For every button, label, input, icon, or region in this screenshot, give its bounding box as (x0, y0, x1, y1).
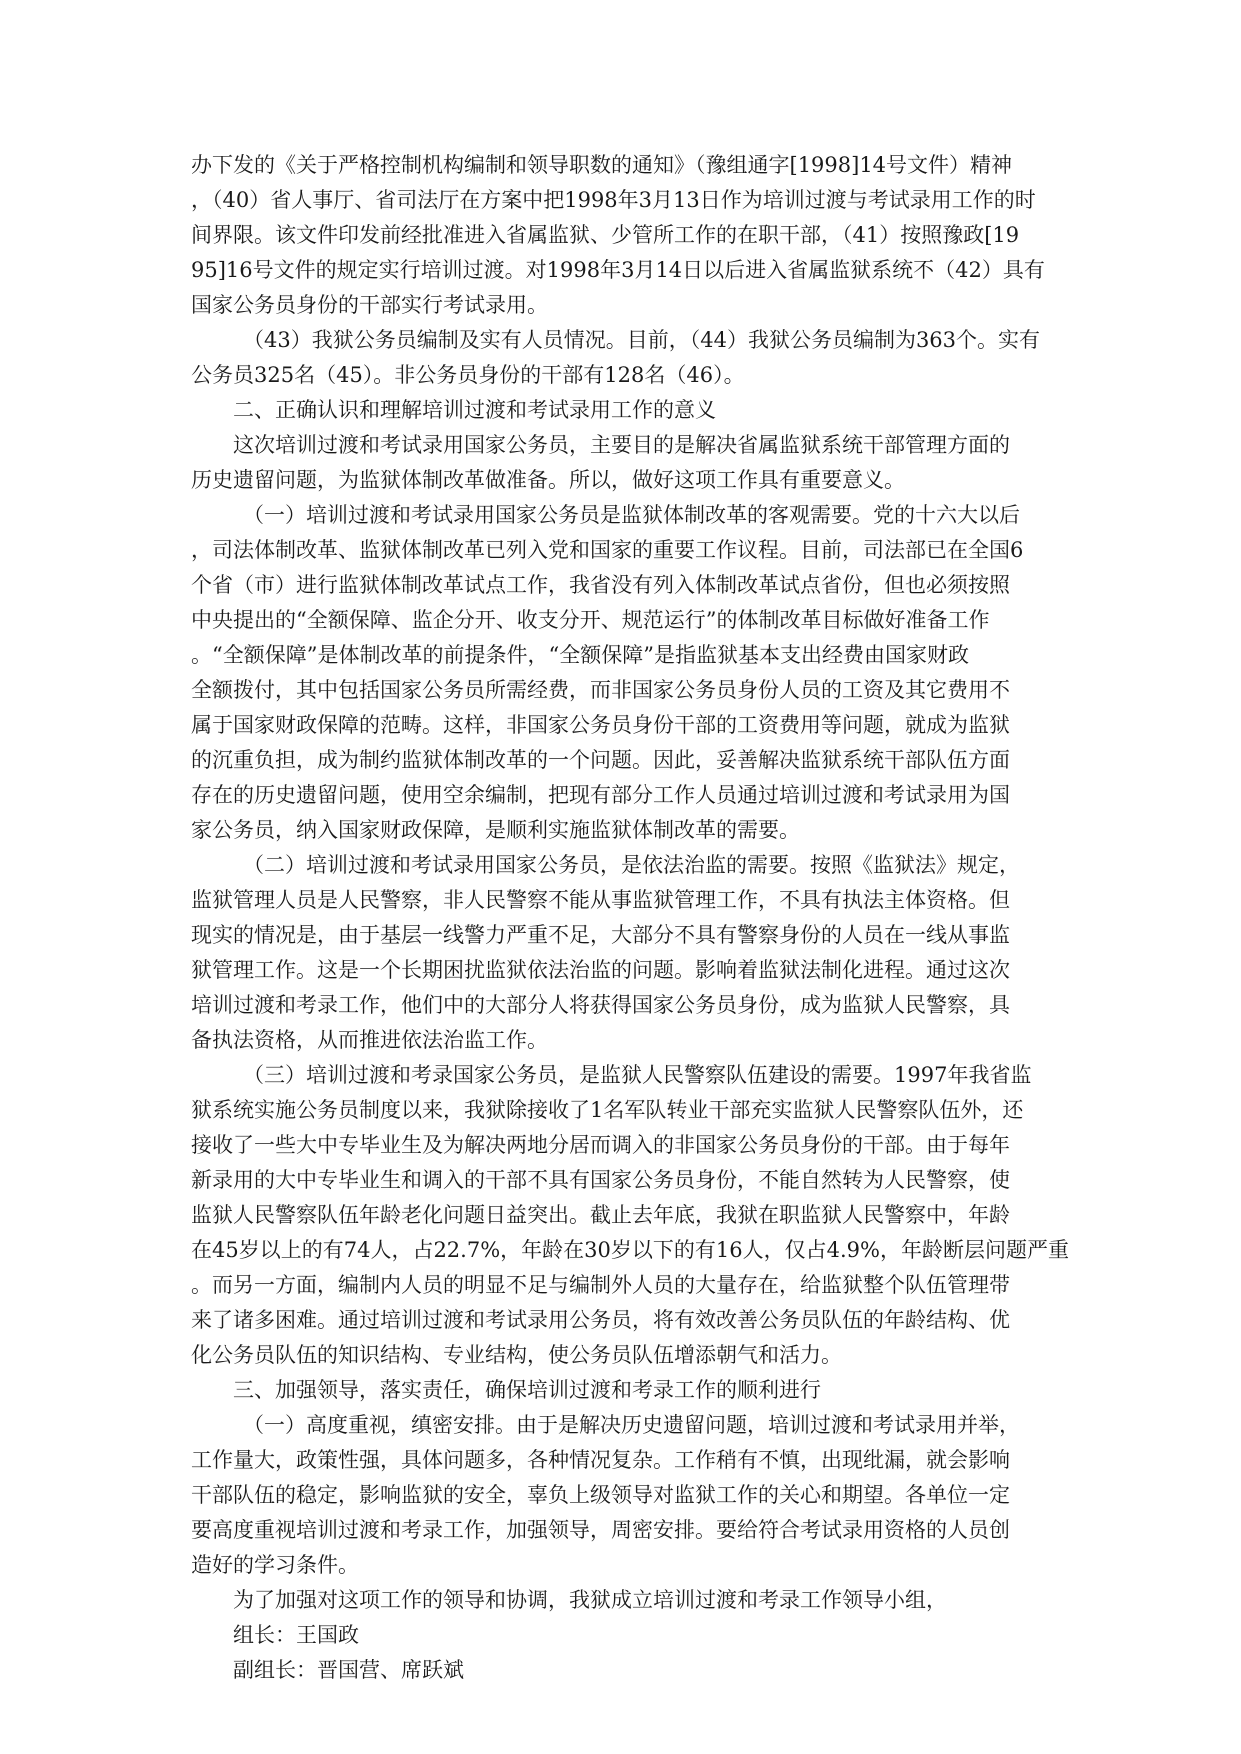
text-line: 二、正确认识和理解培训过渡和考试录用工作的意义 (233, 398, 716, 422)
text-line: 在45岁以上的有74人，占22.7%，年龄在30岁以下的有16人，仅占4.9%，年龄断层问题严重 (191, 1238, 1069, 1262)
text-line: 属于国家财政保障的范畴。这样，非国家公务员身份干部的工资费用等问题，就成为监狱 (191, 713, 1010, 737)
text-line: 新录用的大中专毕业生和调入的干部不具有国家公务员身份，不能自然转为人民警察，使 (191, 1168, 1010, 1192)
text-line: 副组长：晋国营、席跃斌 (233, 1658, 464, 1682)
text-line: 国家公务员身份的干部实行考试录用。 (191, 293, 548, 317)
text-line: 。而另一方面，编制内人员的明显不足与编制外人员的大量存在，给监狱整个队伍管理带 (191, 1273, 1010, 1297)
text-line: 全额拨付，其中包括国家公务员所需经费，而非国家公务员身份人员的工资及其它费用不 (191, 678, 1010, 702)
document-body (191, 148, 1069, 1688)
text-line: （一）培训过渡和考试录用国家公务员是监狱体制改革的客观需要。党的十六大以后 (243, 503, 1020, 527)
text-line: 化公务员队伍的知识结构、专业结构，使公务员队伍增添朝气和活力。 (191, 1343, 842, 1367)
text-line: 公务员325名（45）。非公务员身份的干部有128名（46）。 (191, 363, 745, 387)
text-line: （三）培训过渡和考录国家公务员，是监狱人民警察队伍建设的需要。1997年我省监 (243, 1063, 1032, 1087)
text-line: 监狱人民警察队伍年龄老化问题日益突出。截止去年底，我狱在职监狱人民警察中，年龄 (191, 1203, 1010, 1227)
text-line: 为了加强对这项工作的领导和协调，我狱成立培训过渡和考录工作领导小组， (233, 1588, 947, 1612)
text-line: 的沉重负担，成为制约监狱体制改革的一个问题。因此，妥善解决监狱系统干部队伍方面 (191, 748, 1010, 772)
text-line: 备执法资格，从而推进依法治监工作。 (191, 1028, 548, 1052)
text-line: 。“全额保障”是体制改革的前提条件，“全额保障”是指监狱基本支出经费由国家财政 (191, 643, 969, 667)
text-line: 家公务员，纳入国家财政保障，是顺利实施监狱体制改革的需要。 (191, 818, 800, 842)
text-line: 个省（市）进行监狱体制改革试点工作，我省没有列入体制改革试点省份，但也必须按照 (191, 573, 1010, 597)
text-line: 现实的情况是，由于基层一线警力严重不足，大部分不具有警察身份的人员在一线从事监 (191, 923, 1010, 947)
text-line: 办下发的《关于严格控制机构编制和领导职数的通知》（豫组通字[1998]14号文件）精神 (191, 153, 1013, 177)
text-line: 历史遗留问题，为监狱体制改革做准备。所以，做好这项工作具有重要意义。 (191, 468, 905, 492)
text-line: 监狱管理人员是人民警察，非人民警察不能从事监狱管理工作，不具有执法主体资格。但 (191, 888, 1010, 912)
text-line: （43）我狱公务员编制及实有人员情况。目前，（44）我狱公务员编制为363个。实有 (243, 328, 1041, 352)
text-line: 培训过渡和考录工作，他们中的大部分人将获得国家公务员身份，成为监狱人民警察，具 (191, 993, 1010, 1017)
text-line: 中央提出的“全额保障、监企分开、收支分开、规范运行”的体制改革目标做好准备工作 (191, 608, 990, 632)
text-line: ，司法体制改革、监狱体制改革已列入党和国家的重要工作议程。目前，司法部已在全国6 (191, 538, 1024, 562)
text-line: 接收了一些大中专毕业生及为解决两地分居而调入的非国家公务员身份的干部。由于每年 (191, 1133, 1010, 1157)
text-line: 三、加强领导，落实责任，确保培训过渡和考录工作的顺利进行 (233, 1378, 821, 1402)
text-line: 间界限。该文件印发前经批准进入省属监狱、少管所工作的在职干部，（41）按照豫政[19 (191, 223, 1020, 247)
text-line: 这次培训过渡和考试录用国家公务员，主要目的是解决省属监狱系统干部管理方面的 (233, 433, 1010, 457)
text-line: 狱系统实施公务员制度以来，我狱除接收了1名军队转业干部充实监狱人民警察队伍外，还 (191, 1098, 1024, 1122)
text-line: （二）培训过渡和考试录用国家公务员，是依法治监的需要。按照《监狱法》规定， (243, 853, 1020, 877)
text-line: 组长：王国政 (233, 1623, 359, 1647)
text-line: ，（40）省人事厅、省司法厅在方案中把1998年3月13日作为培训过渡与考试录用工作的时 (191, 188, 1036, 212)
text-line: 造好的学习条件。 (191, 1553, 359, 1577)
text-line: 干部队伍的稳定，影响监狱的安全，辜负上级领导对监狱工作的关心和期望。各单位一定 (191, 1483, 1010, 1507)
text-line: 95]16号文件的规定实行培训过渡。对1998年3月14日以后进入省属监狱系统不（42）具有 (191, 258, 1045, 282)
text-line: 狱管理工作。这是一个长期困扰监狱依法治监的问题。影响着监狱法制化进程。通过这次 (191, 958, 1010, 982)
text-line: 要高度重视培训过渡和考录工作，加强领导，周密安排。要给符合考试录用资格的人员创 (191, 1518, 1010, 1542)
text-line: 工作量大，政策性强，具体问题多，各种情况复杂。工作稍有不慎，出现纰漏，就会影响 (191, 1448, 1010, 1472)
text-line: 存在的历史遗留问题，使用空余编制，把现有部分工作人员通过培训过渡和考试录用为国 (191, 783, 1010, 807)
text-line: 来了诸多困难。通过培训过渡和考试录用公务员，将有效改善公务员队伍的年龄结构、优 (191, 1308, 1010, 1332)
text-line: （一）高度重视，缜密安排。由于是解决历史遗留问题，培训过渡和考试录用并举， (243, 1413, 1020, 1437)
